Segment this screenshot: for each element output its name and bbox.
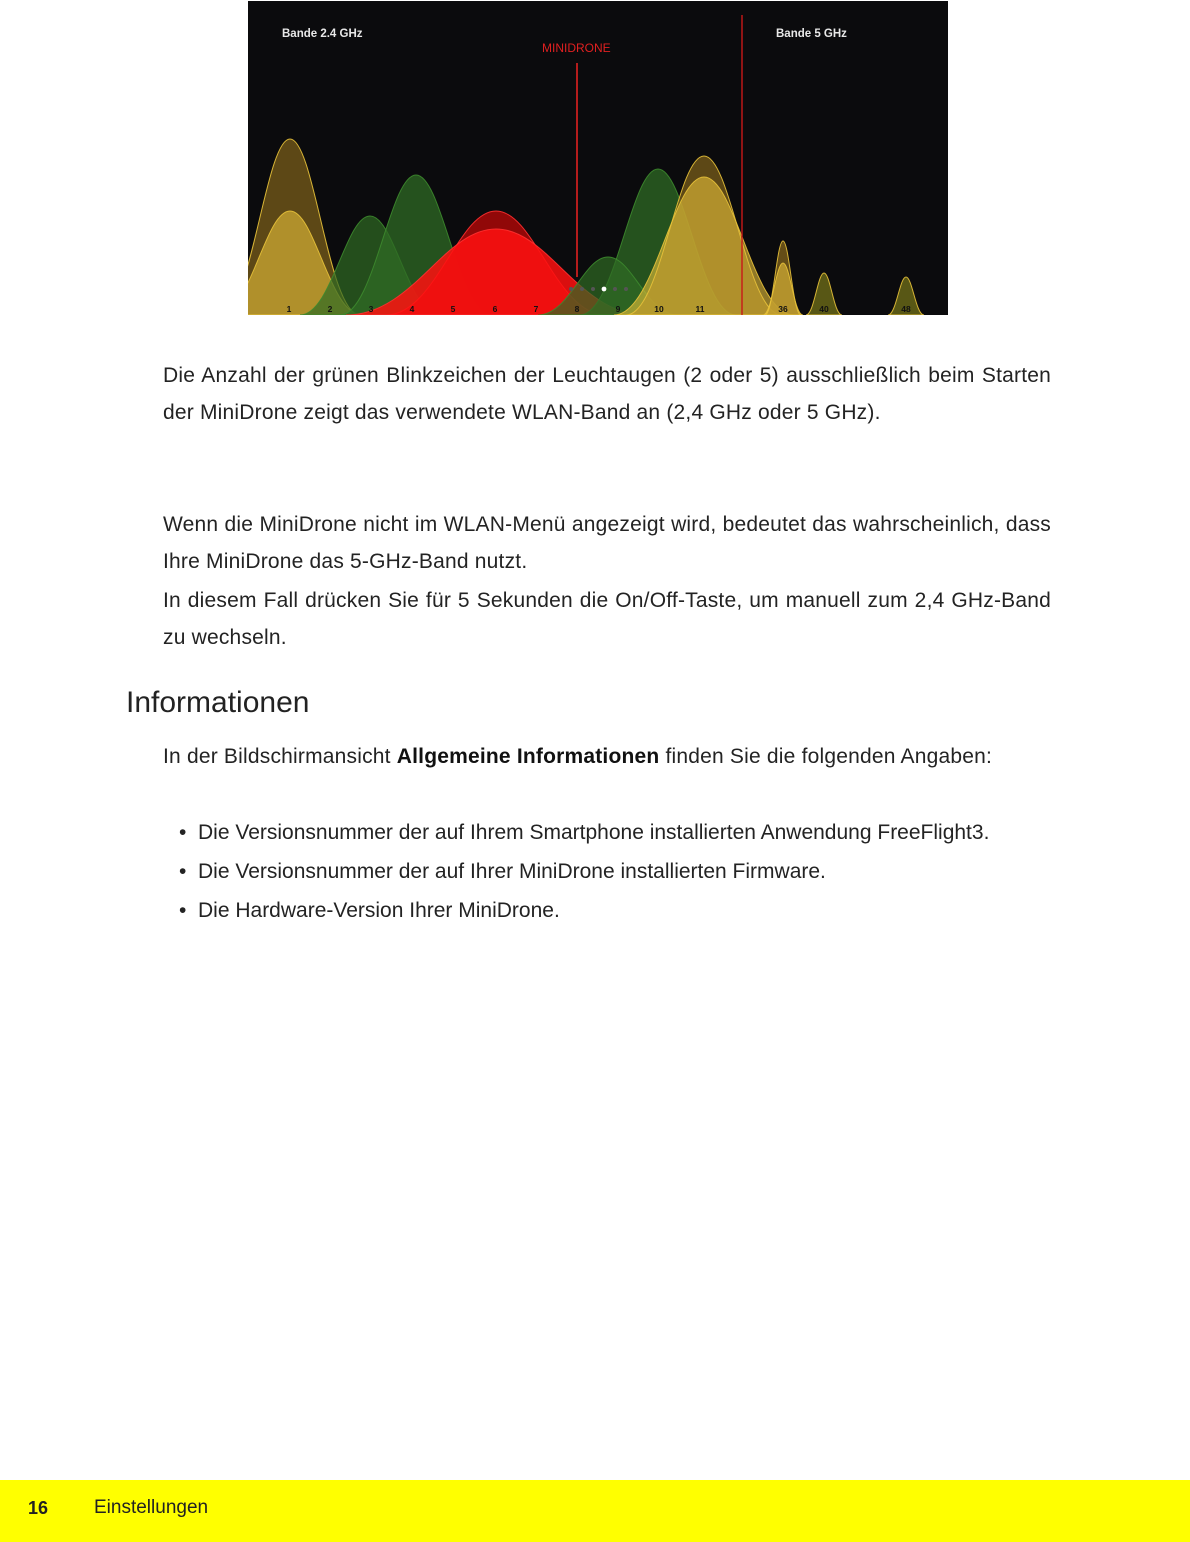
footer-section-name: Einstellungen	[94, 1497, 209, 1518]
channel-label: 36	[778, 304, 788, 314]
channel-label: 7	[533, 304, 539, 314]
switch-band-paragraph: In diesem Fall drücken Sie für 5 Sekunden die On/Off-Taste, um manuell zum 2,4 GHz-Band zu wechseln.	[163, 589, 1051, 649]
menu-hint-paragraph: Wenn die MiniDrone nicht im WLAN-Menü angezeigt wird, bedeutet das wahrscheinlich, dass Ihre MiniDrone das 5-GHz-Band nutzt.	[163, 513, 1051, 573]
channel-label: 11	[695, 304, 705, 314]
section-heading: Informationen	[126, 686, 310, 719]
pager-dot	[591, 287, 595, 291]
channel-label: 1	[286, 304, 292, 314]
list-item: • Die Hardware-Version Ihrer MiniDrone.	[163, 895, 1051, 927]
channel-label: 3	[368, 304, 374, 314]
wifi-spectrum-figure	[248, 1, 948, 315]
channel-label: 2	[327, 304, 333, 314]
pager-dot	[613, 287, 617, 291]
pager-dot	[624, 287, 628, 291]
band-info-paragraph: Die Anzahl der grünen Blinkzeichen der Leuchtaugen (2 oder 5) ausschließlich beim Starten der MiniDrone zeigt das verwendete WLAN-Band an (2,4 GHz oder 5 GHz).	[163, 364, 1051, 424]
pager-dot-active	[602, 287, 607, 292]
list-item: • Die Versionsnummer der auf Ihrem Smartphone installierten Anwendung FreeFlight3.	[163, 817, 1051, 849]
minidrone-label: MINIDRONE	[542, 41, 611, 55]
channel-label: 8	[574, 304, 580, 314]
page-footer	[0, 1480, 1190, 1542]
page-number: 16	[28, 1498, 49, 1518]
pager-dot	[569, 287, 573, 291]
channel-label: 9	[615, 304, 621, 314]
channel-label: 10	[654, 304, 664, 314]
info-intro-paragraph	[163, 738, 1051, 775]
list-item: • Die Versionsnummer der auf Ihrer MiniDrone installierten Firmware.	[163, 856, 1051, 888]
channel-label: 4	[409, 304, 415, 314]
intro-text-after: finden Sie die folgenden Angaben:	[659, 745, 993, 768]
pager-dot	[580, 287, 584, 291]
channel-label: 48	[901, 304, 911, 314]
info-bullet-list	[163, 817, 1051, 934]
band-5-label: Bande 5 GHz	[776, 28, 847, 40]
intro-bold-term: Allgemeine Informationen	[396, 745, 660, 768]
wifi-spectrum-graphic	[248, 1, 948, 315]
channel-label: 40	[819, 304, 829, 314]
band-24-label: Bande 2.4 GHz	[282, 28, 363, 40]
channel-label: 5	[450, 304, 456, 314]
intro-text-before: In der Bildschirmansicht	[163, 745, 397, 768]
channel-label: 6	[492, 304, 498, 314]
